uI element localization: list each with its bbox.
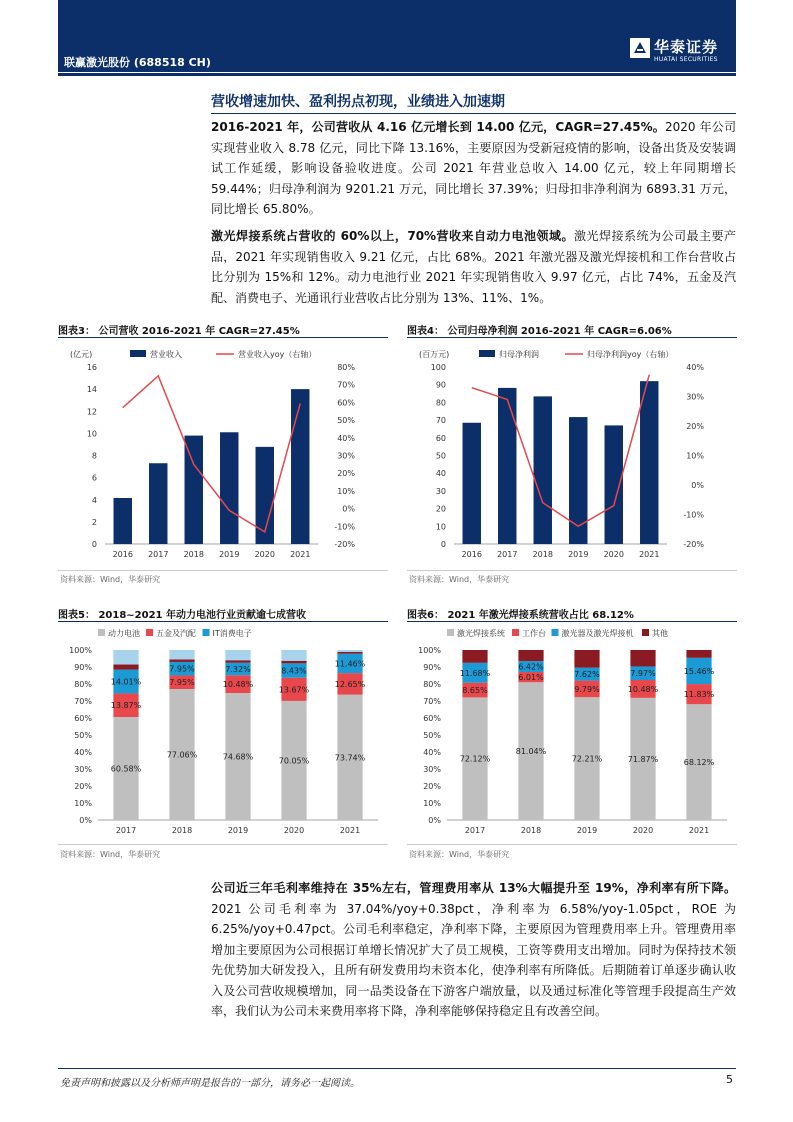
y-tick-right: 0% bbox=[691, 481, 704, 490]
legend-label: 五金及汽配 bbox=[156, 629, 196, 638]
y-tick-left: 0 bbox=[91, 540, 97, 549]
y-tick: 50% bbox=[423, 731, 441, 740]
paragraph-3-body: 2021 公司毛利率为 37.04%/yoy+0.38pct，净利率为 6.58%/yoy-1.05pct，ROE 为 6.25%/yoy+0.47pct。公司毛利率稳定，净利率下降，主要原因为管理费用率上升。管理费用率增加主要原因为公司根据订单增长情况扩大了员工规模，工资等费用支出增加。同时为保持技术领先优势加大研发投入，且所有研发费用均未资本化，使净利率有所降低。后期随着订单逐步确认收入及公司营收规模增加，同一品类设备在下游客户端放量，以及通过标准化等管理手段提高生产效率，我们认为公司未来费用率将下降，净利率能够保持稳定且有改善空间。 bbox=[211, 901, 736, 1018]
legend-label: 工作台 bbox=[522, 629, 546, 638]
x-tick: 2017 bbox=[497, 550, 518, 559]
stack-segment bbox=[169, 659, 194, 662]
data-label: 9.79% bbox=[574, 684, 600, 694]
legend-swatch-bar bbox=[130, 350, 146, 357]
y-tick-left: 40 bbox=[435, 469, 446, 479]
y-tick-left: 0 bbox=[440, 540, 446, 549]
x-tick: 2018 bbox=[520, 826, 542, 835]
legend-swatch bbox=[203, 629, 210, 636]
y-tick: 0% bbox=[79, 816, 92, 825]
stack-segment bbox=[281, 661, 306, 664]
data-label: 13.67% bbox=[278, 685, 310, 695]
data-label: 77.06% bbox=[166, 750, 198, 760]
data-label: 14.01% bbox=[110, 677, 142, 687]
fig5-source-rule bbox=[58, 844, 388, 845]
y-tick: 30% bbox=[423, 765, 441, 774]
paragraph-2 bbox=[211, 226, 736, 308]
data-label: 60.58% bbox=[110, 764, 142, 774]
bar bbox=[534, 396, 552, 544]
fig5-title: 图表5： 2018~2021 年动力电池行业贡献逾七成营收 bbox=[58, 610, 306, 621]
y-tick-left: 30 bbox=[435, 486, 446, 496]
y-tick-left: 100 bbox=[430, 363, 446, 372]
legend-label-line: 营业收入yoy（右轴） bbox=[238, 350, 317, 359]
data-label: 12.65% bbox=[334, 679, 366, 689]
stack-segment bbox=[113, 650, 138, 665]
y-tick-right: 20% bbox=[337, 469, 355, 479]
bar bbox=[605, 425, 623, 544]
brand-name-en: HUATAI SECURITIES bbox=[654, 56, 718, 63]
bar bbox=[463, 423, 481, 544]
y-tick-right: 20% bbox=[686, 422, 704, 431]
legend-label-bar: 归母净利润 bbox=[499, 350, 539, 359]
data-label: 8.65% bbox=[462, 686, 488, 696]
y-tick-right: -10% bbox=[334, 522, 355, 532]
fig3-source: 资料来源：Wind，华泰研究 bbox=[60, 575, 161, 584]
fig5-rule bbox=[58, 621, 388, 622]
x-tick: 2018 bbox=[183, 550, 204, 559]
data-label: 7.97% bbox=[630, 669, 656, 679]
data-label: 6.01% bbox=[518, 673, 544, 683]
x-tick: 2019 bbox=[568, 550, 589, 559]
y-tick-right: -10% bbox=[683, 510, 704, 520]
fig4-rule bbox=[407, 337, 737, 338]
unit-label: (百万元) bbox=[419, 350, 450, 359]
y-tick-right: 40% bbox=[337, 433, 355, 443]
y-tick-right: 70% bbox=[337, 380, 355, 390]
x-tick: 2017 bbox=[115, 826, 137, 835]
y-tick: 60% bbox=[74, 714, 92, 723]
data-label: 10.48% bbox=[222, 680, 254, 690]
x-tick: 2019 bbox=[227, 826, 249, 835]
stack-segment bbox=[225, 660, 250, 663]
x-tick: 2020 bbox=[254, 550, 275, 559]
fig5-chart bbox=[58, 623, 388, 843]
paragraph-3-lead: 公司近三年毛利率维持在 35%左右，管理费用率从 13%大幅提升至 19%，净利率有所下降。 bbox=[211, 881, 736, 895]
y-tick-left: 90 bbox=[435, 380, 446, 390]
bar bbox=[498, 388, 516, 544]
bar bbox=[114, 498, 132, 544]
footer-rule bbox=[58, 1068, 736, 1069]
bar bbox=[640, 381, 658, 544]
y-tick-left: 8 bbox=[91, 451, 97, 461]
x-tick: 2021 bbox=[688, 826, 710, 835]
data-label: 70.05% bbox=[278, 756, 310, 766]
y-tick-left: 6 bbox=[91, 473, 97, 483]
data-label: 13.87% bbox=[110, 701, 142, 711]
data-label: 15.46% bbox=[683, 666, 715, 676]
y-tick-left: 12 bbox=[86, 407, 97, 417]
section-rule bbox=[211, 113, 736, 114]
y-tick-right: -20% bbox=[683, 540, 704, 549]
y-tick: 20% bbox=[74, 782, 92, 791]
brand-name: 华泰证券 bbox=[654, 38, 719, 56]
data-label: 72.21% bbox=[571, 754, 603, 764]
x-tick: 2018 bbox=[532, 550, 553, 559]
data-label: 6.42% bbox=[518, 662, 544, 672]
legend-swatch bbox=[642, 629, 649, 636]
y-tick-left: 70 bbox=[435, 416, 446, 426]
stack-segment bbox=[169, 650, 194, 659]
x-tick: 2021 bbox=[339, 826, 361, 835]
stack-segment bbox=[574, 650, 599, 668]
legend-swatch bbox=[512, 629, 519, 636]
bar bbox=[220, 432, 238, 544]
y-tick-right: 10% bbox=[337, 486, 355, 496]
y-tick-right: 50% bbox=[337, 416, 355, 426]
y-tick: 60% bbox=[423, 714, 441, 723]
x-tick: 2021 bbox=[290, 550, 311, 559]
y-tick-left: 2 bbox=[91, 517, 97, 527]
fig4-title: 图表4： 公司归母净利润 2016-2021 年 CAGR=6.06% bbox=[407, 326, 672, 337]
x-tick: 2020 bbox=[632, 826, 654, 835]
y-tick-left: 4 bbox=[91, 495, 97, 505]
data-label: 10.48% bbox=[627, 684, 659, 694]
stack-segment bbox=[686, 650, 711, 658]
bar bbox=[569, 417, 587, 544]
legend-swatch bbox=[552, 629, 559, 636]
data-label: 71.87% bbox=[627, 754, 659, 764]
stack-segment bbox=[113, 665, 138, 670]
y-tick: 100% bbox=[69, 646, 92, 655]
data-label: 11.68% bbox=[459, 668, 491, 678]
stack-segment bbox=[281, 650, 306, 661]
paragraph-1-lead: 2016-2021 年，公司营收从 4.16 亿元增长到 14.00 亿元，CAGR=27.45%。 bbox=[211, 120, 666, 134]
y-tick-left: 14 bbox=[86, 385, 97, 395]
data-label: 81.04% bbox=[515, 747, 547, 757]
data-label: 68.12% bbox=[683, 758, 715, 768]
x-tick: 2016 bbox=[461, 550, 482, 559]
y-tick-right: 80% bbox=[337, 363, 355, 372]
page-number: 5 bbox=[726, 1073, 733, 1086]
data-label: 72.12% bbox=[459, 754, 491, 764]
bar bbox=[149, 463, 167, 544]
data-label: 7.95% bbox=[169, 664, 195, 674]
y-tick: 20% bbox=[423, 782, 441, 791]
stack-segment bbox=[337, 650, 362, 652]
legend-label: 其他 bbox=[652, 629, 668, 638]
fig4-chart bbox=[407, 339, 737, 569]
fig6-rule bbox=[407, 621, 737, 622]
data-label: 73.74% bbox=[334, 753, 366, 763]
y-tick-left: 10 bbox=[435, 522, 446, 532]
y-tick-left: 10 bbox=[86, 429, 97, 439]
data-label: 11.83% bbox=[683, 690, 715, 700]
fig4-source-rule bbox=[407, 570, 737, 571]
stock-label: 联赢激光股份 (688518 CH) bbox=[64, 56, 211, 69]
y-tick-right: 60% bbox=[337, 398, 355, 408]
fig3-title: 图表3： 公司营收 2016-2021 年 CAGR=27.45% bbox=[58, 326, 300, 337]
y-tick-left: 50 bbox=[435, 451, 446, 461]
x-tick: 2020 bbox=[603, 550, 624, 559]
y-tick: 0% bbox=[428, 816, 441, 825]
legend-label: IT消费电子 bbox=[212, 629, 252, 638]
bar bbox=[291, 389, 309, 544]
paragraph-3 bbox=[211, 878, 736, 1022]
legend-swatch bbox=[447, 629, 454, 636]
stack-segment bbox=[518, 650, 543, 661]
y-tick-left: 80 bbox=[435, 398, 446, 408]
legend-label: 动力电池 bbox=[108, 629, 140, 638]
paragraph-1-body: 2020 年公司实现营业收入 8.78 亿元，同比下降 13.16%，主要原因为受新冠疫情的影响，设备出货及安装调试工作延缓，影响设备验收进度。公司 2021 年营业总收入 14.00 亿元，较上年同期增长 59.44%；归母净利润为 9201.21 万元，同比增长 37.39%；归母扣非净利润为 6893.31 万元，同比增长 65.80%。 bbox=[211, 120, 736, 216]
y-tick-right: 30% bbox=[337, 451, 355, 461]
y-tick: 90% bbox=[423, 663, 441, 672]
x-tick: 2018 bbox=[171, 826, 193, 835]
y-tick: 80% bbox=[74, 680, 92, 689]
x-tick: 2017 bbox=[464, 826, 486, 835]
stack-segment bbox=[337, 652, 362, 654]
data-label: 11.46% bbox=[334, 659, 366, 669]
y-tick-left: 16 bbox=[86, 363, 97, 372]
footer-disclaimer: 免责声明和披露以及分析师声明是报告的一部分，请务必一起阅读。 bbox=[60, 1078, 360, 1089]
y-tick: 90% bbox=[74, 663, 92, 672]
data-label: 74.68% bbox=[222, 752, 254, 762]
fig4-source: 资料来源：Wind，华泰研究 bbox=[409, 575, 510, 584]
legend-swatch bbox=[146, 629, 153, 636]
legend-label-line: 归母净利润yoy（右轴） bbox=[587, 350, 674, 359]
y-tick-left: 20 bbox=[435, 504, 446, 514]
data-label: 7.62% bbox=[574, 670, 600, 680]
y-tick: 70% bbox=[423, 697, 441, 706]
x-tick: 2021 bbox=[639, 550, 660, 559]
data-label: 7.95% bbox=[169, 678, 195, 688]
bar bbox=[185, 436, 203, 544]
legend-label: 激光器及激光焊接机 bbox=[561, 629, 634, 638]
y-tick: 10% bbox=[74, 799, 92, 808]
legend-swatch-bar bbox=[479, 350, 495, 357]
legend-label-bar: 营业收入 bbox=[150, 350, 182, 359]
data-label: 8.43% bbox=[281, 666, 307, 676]
stack-segment bbox=[462, 650, 487, 663]
x-tick: 2016 bbox=[112, 550, 133, 559]
y-tick: 70% bbox=[74, 697, 92, 706]
x-tick: 2017 bbox=[148, 550, 169, 559]
y-tick: 100% bbox=[418, 646, 441, 655]
y-tick-right: 10% bbox=[686, 451, 704, 461]
y-tick-right: 0% bbox=[342, 504, 355, 514]
section-title: 营收增速加快、盈利拐点初现，业绩进入加速期 bbox=[211, 94, 505, 110]
y-tick: 10% bbox=[423, 799, 441, 808]
legend-label: 激光焊接系统 bbox=[457, 629, 505, 638]
stack-segment bbox=[225, 650, 250, 660]
y-tick: 80% bbox=[423, 680, 441, 689]
x-tick: 2019 bbox=[576, 826, 598, 835]
paragraph-2-lead: 激光焊接系统占营收的 60%以上，70%营收来自动力电池领域。 bbox=[211, 229, 575, 243]
y-tick-right: 40% bbox=[686, 363, 704, 372]
fig3-rule bbox=[58, 337, 388, 338]
y-tick: 40% bbox=[74, 748, 92, 757]
legend-swatch bbox=[98, 629, 105, 636]
y-tick-left: 60 bbox=[435, 433, 446, 443]
unit-label: (亿元) bbox=[70, 350, 93, 359]
y-tick-right: 30% bbox=[686, 392, 704, 402]
x-tick: 2020 bbox=[283, 826, 305, 835]
fig3-chart bbox=[58, 339, 388, 569]
fig6-source-rule bbox=[407, 844, 737, 845]
y-tick: 50% bbox=[74, 731, 92, 740]
huatai-logo-icon bbox=[630, 38, 650, 58]
y-tick: 40% bbox=[423, 748, 441, 757]
fig5-source: 资料来源：Wind，华泰研究 bbox=[60, 850, 161, 859]
y-tick: 30% bbox=[74, 765, 92, 774]
header-rule bbox=[58, 73, 736, 76]
x-tick: 2019 bbox=[219, 550, 240, 559]
paragraph-2-body: 激光焊接系统为公司最主要产品，2021 年实现销售收入 9.21 亿元，占比 68%。2021 年激光器及激光焊接机和工作台营收占比分别为 15%和 12%。动力电池行业 2021 年实现销售收入 9.97 亿元，占比 74%，五金及汽配、消费电子、光通讯行业营收占比分别为 13%、11%、1%。 bbox=[211, 229, 736, 305]
y-tick-right: -20% bbox=[334, 540, 355, 549]
fig3-source-rule bbox=[58, 570, 388, 571]
data-label: 7.32% bbox=[225, 665, 251, 675]
stack-segment bbox=[630, 650, 655, 666]
fig6-source: 资料来源：Wind，华泰研究 bbox=[409, 850, 510, 859]
fig6-chart bbox=[407, 623, 737, 843]
fig6-title: 图表6： 2021 年激光焊接系统营收占比 68.12% bbox=[407, 610, 634, 621]
paragraph-1 bbox=[211, 117, 736, 220]
